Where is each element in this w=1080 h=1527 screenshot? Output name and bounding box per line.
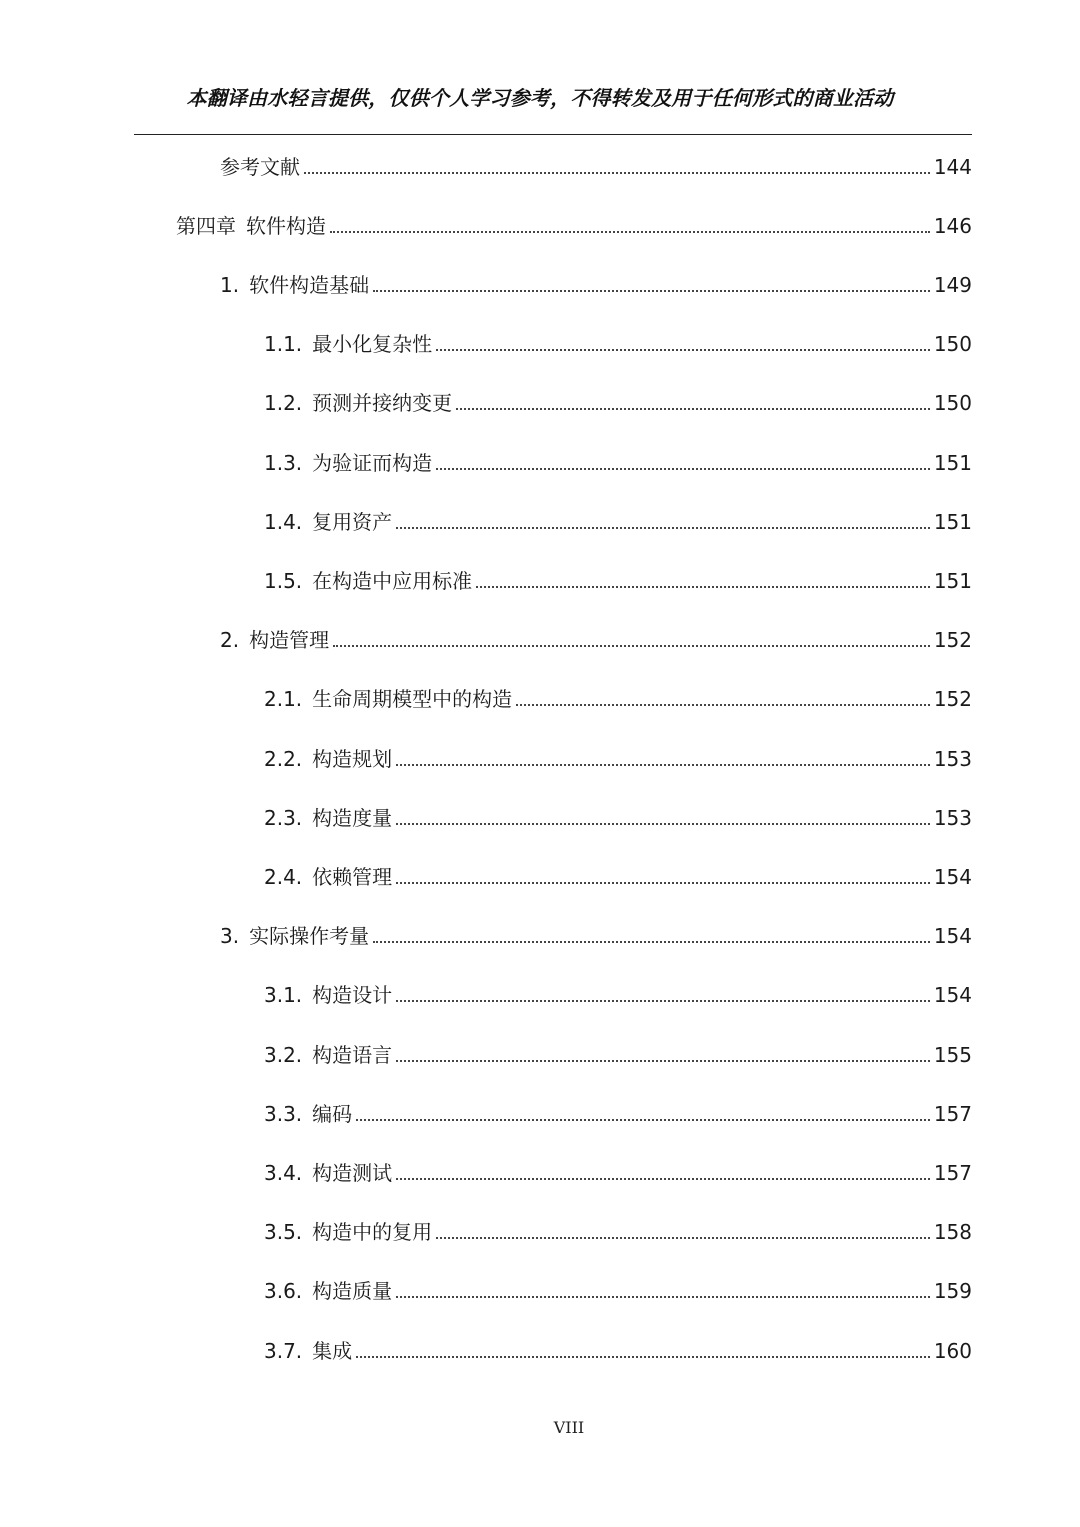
toc-dot-leader [516, 704, 930, 706]
toc-entry-number: 2.4. [264, 864, 303, 889]
toc-entry[interactable] [264, 729, 972, 788]
toc-entry-page: 157 [933, 1160, 972, 1185]
toc-dot-leader [436, 468, 930, 470]
toc-entry-page: 151 [933, 450, 972, 475]
toc-entry-title: 构造测试 [312, 1160, 393, 1185]
toc-entry-title: 预测并接纳变更 [312, 391, 453, 416]
toc-entry-page: 153 [933, 746, 972, 771]
toc-entry-page: 152 [933, 628, 972, 653]
toc-entry-number: 3.7. [264, 1338, 303, 1363]
toc-entry[interactable] [264, 1321, 972, 1380]
page-header-notice: 本翻译由水轻言提供，仅供个人学习参考，不得转发及用于任何形式的商业活动 [186, 86, 894, 110]
toc-entry[interactable] [264, 1143, 972, 1202]
toc-entry[interactable] [264, 788, 972, 847]
toc-entry-page: 150 [933, 391, 972, 416]
toc-entry-page: 151 [933, 568, 972, 593]
toc-entry[interactable] [220, 137, 972, 196]
toc-dot-leader [396, 764, 930, 766]
toc-entry-number: 3.2. [264, 1042, 303, 1067]
toc-entry[interactable] [264, 433, 972, 492]
toc-entry-number: 3.1. [264, 983, 303, 1008]
toc-entry-number: 1.1. [264, 332, 303, 357]
toc-entry-title: 编码 [312, 1101, 353, 1126]
toc-entry[interactable] [264, 1084, 972, 1143]
page-number: VIII [553, 1418, 585, 1437]
toc-entry[interactable] [264, 1203, 972, 1262]
toc-dot-leader [476, 586, 930, 588]
toc-entry-title: 构造规划 [312, 746, 393, 771]
toc-entry-number: 1.5. [264, 568, 303, 593]
toc-entry-page: 151 [933, 509, 972, 534]
toc-entry-page: 158 [933, 1220, 972, 1245]
toc-entry-number: 3. [220, 924, 240, 949]
toc-entry-title: 最小化复杂性 [312, 332, 433, 357]
toc-entry-title: 参考文献 [220, 154, 300, 179]
toc-entry-page: 159 [933, 1279, 972, 1304]
toc-entry-page: 153 [933, 805, 972, 830]
toc-entry-title: 实际操作考量 [249, 924, 370, 949]
toc-entry-number: 第四章 [176, 213, 236, 238]
toc-entry-page: 157 [933, 1101, 972, 1126]
toc-entry[interactable] [220, 907, 972, 966]
header-divider [134, 134, 972, 135]
toc-entry-title: 构造度量 [312, 805, 393, 830]
toc-entry-title: 构造语言 [312, 1042, 393, 1067]
toc-entry-title: 为验证而构造 [312, 450, 433, 475]
toc-dot-leader [356, 1356, 930, 1358]
toc-entry-number: 2.1. [264, 687, 303, 712]
toc-entry-page: 154 [933, 864, 972, 889]
toc-dot-leader [396, 1000, 930, 1002]
toc-dot-leader [373, 941, 930, 943]
toc-dot-leader [396, 1178, 930, 1180]
toc-dot-leader [396, 823, 930, 825]
toc-entry-page: 150 [933, 332, 972, 357]
toc-entry-number: 3.6. [264, 1279, 303, 1304]
toc-entry-number: 2. [220, 628, 240, 653]
toc-entry[interactable] [264, 847, 972, 906]
toc-entry-title: 生命周期模型中的构造 [312, 687, 513, 712]
toc-entry[interactable] [264, 551, 972, 610]
toc-entry-title: 软件构造 [246, 213, 326, 238]
toc-dot-leader [396, 1296, 930, 1298]
toc-dot-leader [330, 231, 930, 233]
toc-dot-leader [396, 882, 930, 884]
toc-dot-leader [356, 1119, 930, 1121]
toc-entry[interactable] [220, 611, 972, 670]
toc-entry-number: 3.4. [264, 1160, 303, 1185]
toc-dot-leader [396, 1060, 930, 1062]
toc-entry-page: 154 [933, 983, 972, 1008]
toc-entry[interactable] [264, 374, 972, 433]
toc-dot-leader [333, 645, 930, 647]
toc-entry-page: 154 [933, 924, 972, 949]
toc-entry-number: 3.5. [264, 1220, 303, 1245]
toc-entry[interactable] [264, 670, 972, 729]
toc-entry-page: 152 [933, 687, 972, 712]
toc-entry[interactable] [264, 1025, 972, 1084]
toc-entry-number: 1.2. [264, 391, 303, 416]
toc-entry[interactable] [264, 492, 972, 551]
toc-entry-number: 2.2. [264, 746, 303, 771]
toc-entry-number: 1.4. [264, 509, 303, 534]
toc-entry-number: 3.3. [264, 1101, 303, 1126]
toc-entry-title: 构造管理 [249, 628, 330, 653]
toc-dot-leader [436, 1237, 930, 1239]
toc-entry-title: 构造设计 [312, 983, 393, 1008]
toc-entry-title: 集成 [312, 1338, 353, 1363]
toc-dot-leader [456, 408, 930, 410]
toc-entry-number: 1. [220, 272, 240, 297]
toc-dot-leader [304, 172, 930, 174]
toc-entry[interactable] [264, 315, 972, 374]
toc-entry[interactable] [264, 966, 972, 1025]
toc-entry-title: 复用资产 [312, 509, 393, 534]
toc-entry[interactable] [264, 1262, 972, 1321]
toc-entry-title: 在构造中应用标准 [312, 568, 473, 593]
toc-entry[interactable] [220, 255, 972, 314]
toc-dot-leader [396, 527, 930, 529]
toc-entry-page: 144 [933, 154, 972, 179]
toc-entry-number: 1.3. [264, 450, 303, 475]
toc-entry[interactable] [176, 196, 972, 255]
toc-entry-page: 146 [933, 213, 972, 238]
toc-entry-title: 依赖管理 [312, 864, 393, 889]
toc-entry-number: 2.3. [264, 805, 303, 830]
toc-entry-title: 构造质量 [312, 1279, 393, 1304]
toc-entry-title: 构造中的复用 [312, 1220, 433, 1245]
toc-dot-leader [373, 290, 930, 292]
toc-dot-leader [436, 349, 930, 351]
toc-entry-title: 软件构造基础 [249, 272, 370, 297]
toc-entry-page: 149 [933, 272, 972, 297]
toc-entry-page: 160 [933, 1338, 972, 1363]
toc-entry-page: 155 [933, 1042, 972, 1067]
